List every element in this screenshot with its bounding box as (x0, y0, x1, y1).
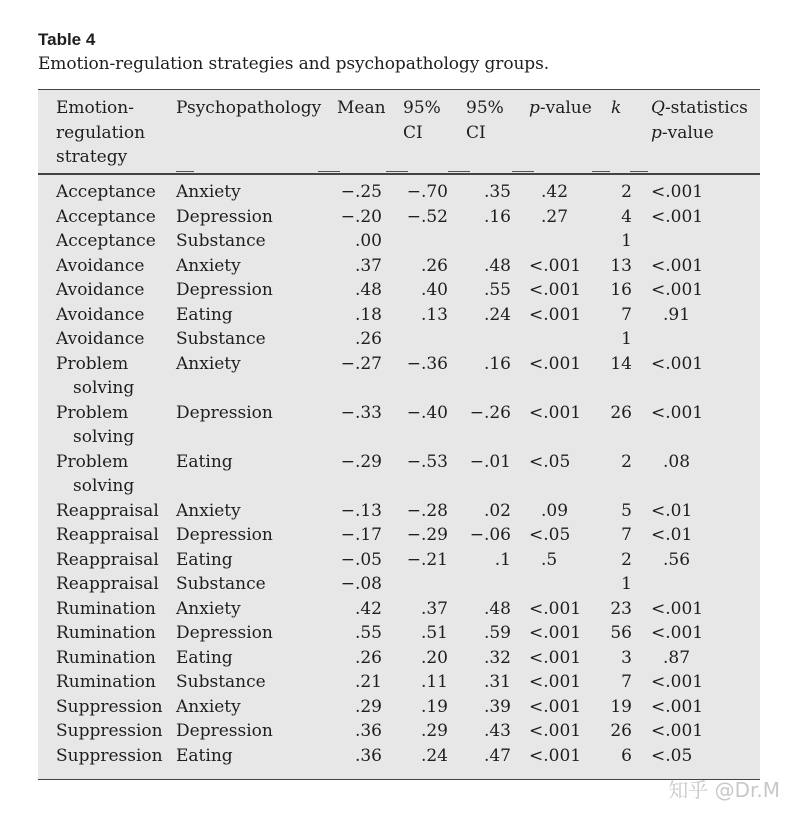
cell-q-p-value: <.01 (651, 525, 693, 545)
cell-psychopathology: Anxiety (176, 353, 241, 374)
header-p-value: p-value (529, 98, 592, 118)
cell-psychopathology: Depression (176, 623, 273, 643)
cell-p-value: <.001 (529, 623, 582, 643)
cell-strategy: Suppression (56, 696, 163, 717)
cell-ci-low: .13 (420, 304, 448, 325)
cell-ci-low: .51 (420, 623, 448, 643)
cell-k: 1 (621, 574, 632, 594)
cell-psychopathology: Depression (176, 525, 273, 545)
cell-psychopathology: Substance (176, 574, 266, 594)
cell-k: 2 (621, 451, 632, 472)
cell-mean: −.33 (340, 402, 382, 423)
cell-mean: −.08 (340, 574, 382, 594)
cell-ci-low: .29 (420, 721, 448, 741)
cell-ci-high: −.01 (469, 451, 511, 472)
cell-k: 13 (610, 255, 632, 276)
cell-k: 26 (610, 721, 632, 741)
header-rule (38, 173, 760, 175)
cell-strategy: Rumination (56, 647, 156, 668)
cell-strategy: Reappraisal (56, 549, 159, 570)
cell-strategy: Suppression (56, 721, 163, 741)
cell-k: 5 (621, 500, 632, 521)
cell-strategy: Acceptance (56, 206, 156, 227)
cell-psychopathology: Anxiety (176, 696, 241, 717)
cell-mean: .36 (354, 721, 382, 741)
cell-p-value: <.001 (529, 353, 582, 374)
cell-mean: .55 (354, 623, 382, 643)
cell-q-p-value: <.001 (651, 206, 704, 227)
header-k: k (611, 98, 622, 118)
cell-ci-high: .35 (483, 182, 511, 202)
header-tick (318, 171, 340, 172)
cell-p-value: <.05 (529, 451, 571, 472)
cell-ci-high: .16 (483, 353, 511, 374)
cell-k: 2 (621, 182, 632, 202)
cell-q-p-value: .08 (663, 451, 691, 472)
cell-q-p-value: <.001 (651, 721, 704, 741)
cell-strategy: Reappraisal (56, 500, 159, 521)
cell-psychopathology: Eating (176, 451, 233, 472)
cell-psychopathology: Depression (176, 206, 273, 227)
cell-ci-high: .24 (483, 304, 511, 325)
cell-psychopathology: Substance (176, 329, 266, 349)
cell-strategy: Rumination (56, 623, 156, 643)
header-q-statistics: Q-statistics p-value (651, 98, 748, 143)
cell-p-value: .5 (541, 549, 558, 570)
cell-strategy: Avoidance (56, 304, 145, 325)
cell-ci-high: .39 (483, 696, 511, 717)
cell-p-value: <.001 (529, 672, 582, 692)
cell-ci-high: −.26 (469, 402, 511, 423)
cell-q-p-value: <.001 (651, 672, 704, 692)
cell-strategy: Reappraisal (56, 574, 159, 594)
cell-ci-low: .26 (420, 255, 448, 276)
cell-mean: .48 (354, 280, 382, 300)
cell-ci-high: .59 (483, 623, 511, 643)
cell-strategy: Acceptance (56, 182, 156, 202)
cell-psychopathology: Depression (176, 402, 273, 423)
cell-ci-high: .47 (483, 745, 511, 766)
cell-ci-high: .1 (494, 549, 511, 570)
cell-k: 7 (621, 672, 632, 692)
cell-strategy: Avoidance (56, 255, 145, 276)
cell-ci-low: −.29 (406, 525, 448, 545)
cell-p-value: <.001 (529, 696, 582, 717)
cell-p-value: <.001 (529, 721, 582, 741)
cell-strategy: Problem (56, 402, 129, 423)
header-tick (592, 171, 610, 172)
cell-q-p-value: <.001 (651, 182, 704, 202)
cell-p-value: .09 (541, 500, 569, 521)
cell-mean: .29 (354, 696, 382, 717)
cell-p-value: .27 (541, 206, 569, 227)
cell-strategy: Suppression (56, 745, 163, 766)
cell-q-p-value: .56 (663, 549, 691, 570)
header-tick (448, 171, 470, 172)
cell-ci-high: .31 (483, 672, 511, 692)
cell-q-p-value: <.05 (651, 745, 693, 766)
header-ci-high: 95% CI (466, 98, 504, 143)
cell-ci-high: −.06 (469, 525, 511, 545)
cell-k: 1 (621, 329, 632, 349)
cell-psychopathology: Depression (176, 721, 273, 741)
cell-ci-low: .37 (420, 598, 448, 619)
cell-ci-low: .20 (420, 647, 448, 668)
cell-psychopathology: Anxiety (176, 598, 241, 619)
cell-p-value: <.001 (529, 402, 582, 423)
cell-strategy: Problem (56, 451, 129, 472)
cell-ci-low: −.40 (406, 402, 448, 423)
cell-ci-low: −.52 (406, 206, 448, 227)
cell-ci-low: −.36 (406, 353, 448, 374)
watermark: 知乎 @Dr.M (668, 778, 780, 802)
cell-ci-high: .55 (483, 280, 511, 300)
cell-strategy: solving (73, 378, 135, 398)
cell-strategy: solving (73, 476, 135, 496)
cell-ci-low: −.21 (406, 549, 448, 570)
cell-q-p-value: .87 (663, 647, 691, 668)
cell-strategy: Reappraisal (56, 525, 159, 545)
cell-k: 23 (610, 598, 632, 619)
cell-ci-low: −.53 (406, 451, 448, 472)
cell-mean: −.20 (340, 206, 382, 227)
cell-ci-high: .32 (483, 647, 511, 668)
cell-ci-high: .02 (483, 500, 511, 521)
cell-q-p-value: <.001 (651, 623, 704, 643)
cell-mean: .18 (354, 304, 382, 325)
cell-k: 3 (621, 647, 632, 668)
cell-q-p-value: <.001 (651, 280, 704, 300)
header-psychopathology: Psychopathology (176, 98, 322, 118)
cell-strategy: Rumination (56, 672, 156, 692)
cell-p-value: <.001 (529, 745, 582, 766)
cell-psychopathology: Eating (176, 304, 233, 325)
cell-ci-low: .11 (420, 672, 448, 692)
cell-p-value: .42 (541, 182, 569, 202)
cell-q-p-value: <.01 (651, 500, 693, 521)
cell-mean: .37 (354, 255, 382, 276)
cell-strategy: Rumination (56, 598, 156, 619)
cell-q-p-value: <.001 (651, 353, 704, 374)
cell-ci-high: .16 (483, 206, 511, 227)
cell-mean: .42 (354, 598, 382, 619)
cell-ci-high: .48 (483, 598, 511, 619)
cell-mean: .00 (354, 231, 382, 251)
cell-mean: .36 (354, 745, 382, 766)
header-tick (630, 171, 648, 172)
cell-ci-low: .24 (420, 745, 448, 766)
cell-psychopathology: Anxiety (176, 500, 241, 521)
cell-ci-low: .40 (420, 280, 448, 300)
cell-q-p-value: <.001 (651, 255, 704, 276)
cell-q-p-value: <.001 (651, 402, 704, 423)
cell-k: 7 (621, 304, 632, 325)
table-caption (38, 30, 549, 74)
cell-psychopathology: Eating (176, 745, 233, 766)
cell-mean: −.27 (340, 353, 382, 374)
cell-p-value: <.05 (529, 525, 571, 545)
cell-k: 7 (621, 525, 632, 545)
cell-k: 6 (621, 745, 632, 766)
cell-psychopathology: Substance (176, 672, 266, 692)
cell-mean: .26 (354, 647, 382, 668)
cell-ci-low: −.28 (406, 500, 448, 521)
cell-strategy: Problem (56, 353, 129, 374)
cell-q-p-value: <.001 (651, 598, 704, 619)
cell-p-value: <.001 (529, 280, 582, 300)
cell-ci-low: −.70 (406, 182, 448, 202)
table-number: Table 4 (38, 30, 96, 49)
cell-ci-low: .19 (420, 696, 448, 717)
header-strategy: Emotion- regulation strategy (56, 98, 146, 167)
cell-mean: −.13 (340, 500, 382, 521)
cell-p-value: <.001 (529, 647, 582, 668)
cell-psychopathology: Anxiety (176, 182, 241, 202)
cell-psychopathology: Substance (176, 231, 266, 251)
header-tick (176, 171, 194, 172)
cell-k: 16 (610, 280, 632, 300)
cell-mean: .21 (354, 672, 382, 692)
cell-ci-high: .48 (483, 255, 511, 276)
cell-p-value: <.001 (529, 255, 582, 276)
cell-strategy: solving (73, 427, 135, 447)
header-tick (386, 171, 408, 172)
cell-ci-high: .43 (483, 721, 511, 741)
table-title: Emotion-regulation strategies and psychopathology groups. (38, 54, 550, 74)
cell-mean: .26 (354, 329, 382, 349)
cell-mean: −.17 (340, 525, 382, 545)
cell-strategy: Acceptance (56, 231, 156, 251)
cell-k: 19 (610, 696, 632, 717)
cell-strategy: Avoidance (56, 280, 145, 300)
cell-mean: −.05 (340, 549, 382, 570)
cell-k: 2 (621, 549, 632, 570)
cell-k: 26 (610, 402, 632, 423)
cell-k: 14 (610, 353, 632, 374)
cell-mean: −.29 (340, 451, 382, 472)
cell-k: 56 (610, 623, 632, 643)
cell-mean: −.25 (340, 182, 382, 202)
header-ci-low: 95% CI (403, 98, 441, 143)
cell-k: 4 (621, 206, 632, 227)
cell-strategy: Avoidance (56, 329, 145, 349)
cell-k: 1 (621, 231, 632, 251)
cell-q-p-value: .91 (663, 304, 691, 325)
cell-p-value: <.001 (529, 598, 582, 619)
header-tick (512, 171, 534, 172)
cell-psychopathology: Anxiety (176, 255, 241, 276)
cell-p-value: <.001 (529, 304, 582, 325)
cell-q-p-value: <.001 (651, 696, 704, 717)
cell-psychopathology: Depression (176, 280, 273, 300)
header-mean: Mean (337, 98, 386, 118)
cell-psychopathology: Eating (176, 549, 233, 570)
cell-psychopathology: Eating (176, 647, 233, 668)
